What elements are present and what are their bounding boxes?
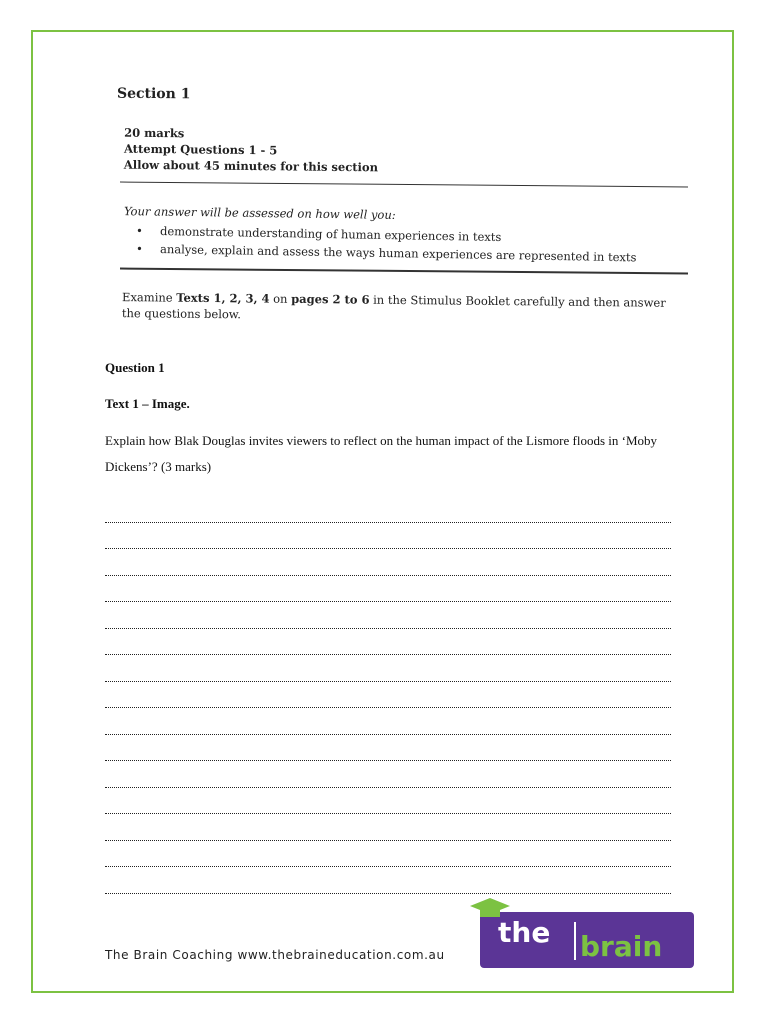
answer-line[interactable]: [105, 576, 671, 603]
answer-line[interactable]: [105, 602, 671, 629]
logo-the-text: the: [498, 916, 551, 949]
answer-line[interactable]: [105, 814, 671, 841]
section-meta: [124, 125, 379, 176]
answer-line[interactable]: [105, 708, 671, 735]
instruction-text: Examine: [122, 290, 177, 305]
answer-line[interactable]: [105, 496, 671, 523]
footer-text: The Brain Coaching www.thebraineducation.com.au: [105, 948, 445, 962]
answer-line[interactable]: [105, 735, 671, 762]
divider-bottom: [120, 268, 688, 275]
the-brain-logo: [480, 912, 694, 968]
answer-lines: [105, 496, 671, 894]
answer-line[interactable]: [105, 523, 671, 550]
answer-line[interactable]: [105, 655, 671, 682]
instruction-text: in the Stimulus Booklet carefully and then answer the questions below.: [121, 292, 666, 322]
attempt-text: Attempt Questions 1 - 5: [123, 141, 278, 158]
answer-line[interactable]: [105, 841, 671, 868]
criteria-item: • demonstrate understanding of human experiences in texts: [136, 222, 637, 249]
instructions: [122, 289, 682, 327]
section-title: Section 1: [116, 85, 191, 103]
scanned-exam-header: [112, 80, 692, 340]
allow-text: Allow about 45 minutes for this section: [123, 157, 379, 175]
answer-line[interactable]: [105, 629, 671, 656]
assessment-criteria-list: [136, 224, 637, 265]
divider-top: [120, 182, 688, 188]
answer-line[interactable]: [105, 549, 671, 576]
logo-brain-text: brain: [580, 930, 663, 963]
instruction-text: on: [269, 291, 292, 306]
logo-divider: [574, 922, 576, 960]
assessment-intro: Your answer will be assessed on how well you:: [123, 204, 396, 222]
answer-line[interactable]: [105, 788, 671, 815]
answer-line[interactable]: [105, 761, 671, 788]
instruction-texts: Texts 1, 2, 3, 4: [176, 290, 270, 306]
question-prompt: Explain how Blak Douglas invites viewers to reflect on the human impact of the Lismore floods in ‘Moby Dickens’? (3 marks): [105, 433, 658, 474]
criteria-item: • analyse, explain and assess the ways human experiences are represented in texts: [136, 240, 637, 267]
text-label: Text 1 – Image.: [105, 396, 190, 411]
answer-line[interactable]: [105, 867, 671, 894]
answer-line[interactable]: [105, 682, 671, 709]
question-label: Question 1: [105, 360, 165, 375]
marks-text: 20 marks: [124, 125, 185, 141]
instruction-pages: pages 2 to 6: [291, 291, 370, 307]
